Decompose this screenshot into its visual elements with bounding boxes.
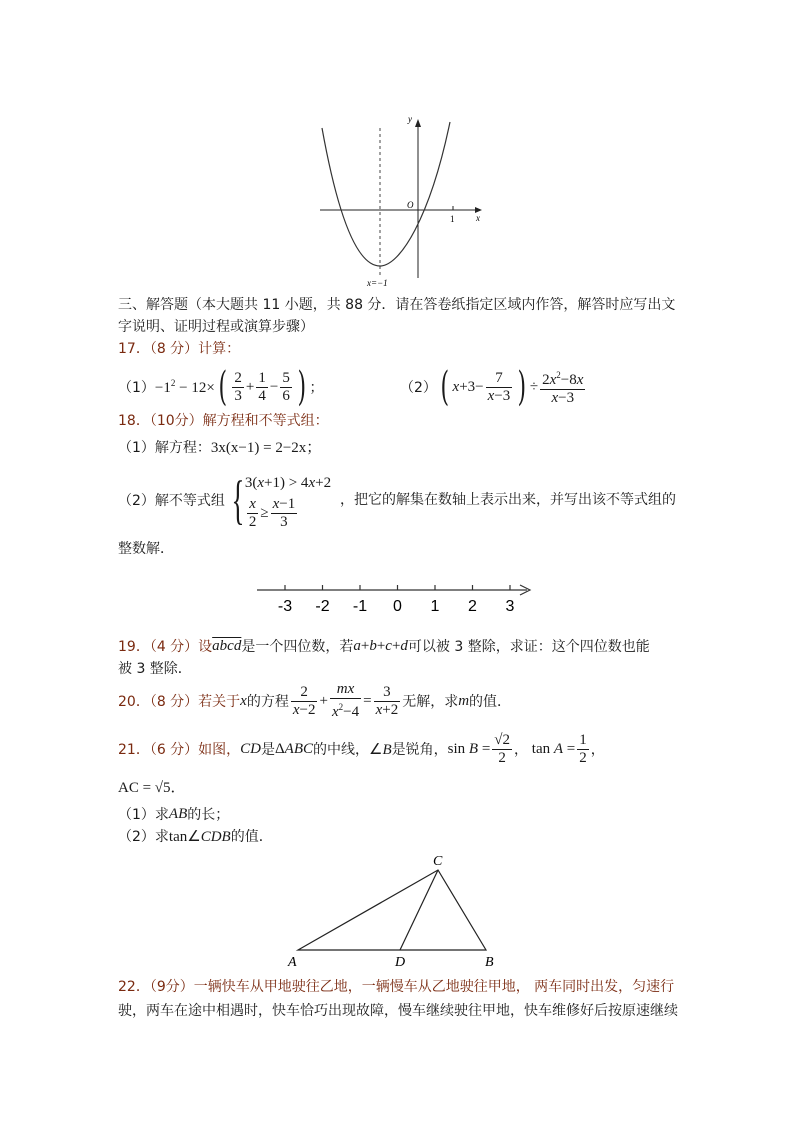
- q18-part2: （2）解不等式组 { 3( x +1) > 4 x +2 $\frac{x}{2}$ ≥ $\frac{x-1}{3}$: [118, 470, 332, 530]
- q17-head: 17．（8 分）计算：: [118, 341, 241, 357]
- q18-p2-tail2: 整数解．: [118, 541, 174, 557]
- q18-part1: [118, 436, 321, 457]
- parabola-graph: [300, 108, 500, 293]
- q18-head: 18．（10分）解方程和不等式组：: [118, 413, 329, 429]
- triangle-abc: [298, 870, 486, 950]
- q21-part2: （2）求 tan∠CDB 的值．: [118, 828, 273, 845]
- q18-p2-tail: ，把它的解集在数轴上表示出来，并写出该不等式组的: [340, 492, 676, 508]
- section-heading-line2: 字说明、证明过程或演算步骤）: [118, 319, 314, 335]
- number-line-label: 1: [430, 598, 440, 615]
- y-label: y: [408, 114, 412, 124]
- number-line-label: -1: [352, 598, 368, 615]
- q21-line1: 21．（6 分）如图， CD 是 ΔABC 的中线， ∠B 是锐角， sin B = $\frac{√2}{2}$ ， tan A = $\frac{1}{2}$ ，: [118, 731, 605, 766]
- tick-one-label: 1: [450, 214, 455, 224]
- triangle-figure: [280, 850, 510, 975]
- axis-eq-label: x=−1: [367, 278, 388, 288]
- q17-p2-label: （2）: [400, 380, 437, 396]
- number-line-label: 0: [393, 598, 402, 615]
- y-axis-arrow: [415, 119, 421, 127]
- label-b: B: [485, 955, 494, 970]
- median-cd: [400, 870, 438, 950]
- q18-p2-label: （2）解不等式组: [118, 493, 225, 509]
- q21-part1: （1）求 AB 的长；: [118, 805, 230, 823]
- q17-part2: （2） ( x +3− $\frac{7}{x-3}$ ) ÷ $\frac{2x^2-8x}{x-3}$: [400, 364, 584, 410]
- number-line-label: -3: [277, 598, 293, 615]
- q17-p1-label: （1）: [118, 380, 155, 396]
- number-line: [255, 580, 540, 620]
- q20: 20．（8 分）若关于 x 的方程 $\frac{2}{x-2}$ + $\frac{mx}{x^2-4}$ = $\frac{3}{x+2}$ 无解，求 m 的值．: [118, 681, 512, 720]
- q22-line1: 22．（9分）一辆快车从甲地驶往乙地，一辆慢车从乙地驶往甲地， 两车同时出发，匀速行: [118, 979, 675, 995]
- label-c: C: [433, 854, 443, 869]
- parabola-curve: [322, 122, 450, 266]
- q22-line2: 驶，两车在途中相遇时，快车恰巧出现故障，慢车继续驶往甲地，快车维修好后按原速继续: [118, 1003, 678, 1019]
- number-line-label: 2: [468, 598, 477, 615]
- q17-part1: （1） $-1^2 - 12\times$ ( $\frac{2}{3}$ + $\frac{1}{4}$ − $\frac{5}{6}$ ) ；: [118, 364, 324, 410]
- q19-line2: 被 3 整除．: [118, 661, 192, 677]
- four-digit-number: abcd: [212, 637, 242, 654]
- x-label: x: [476, 213, 480, 223]
- section-heading-line1: 三、解答题（本大题共 11 小题，共 88 分．请在答卷纸指定区域内作答，解答时应写出文: [118, 297, 676, 313]
- q18-p1-expr: 3x(x−1) = 2−2x；: [210, 440, 322, 456]
- origin-label: O: [407, 200, 414, 210]
- q19-line1: 19．（4 分）设 abcd 是一个四位数，若 a + b + c + d 可以被 3 整除，求证：这个四位数也能: [118, 637, 650, 655]
- number-line-label: 3: [505, 598, 515, 615]
- label-d: D: [395, 955, 406, 970]
- number-line-label: -2: [315, 598, 330, 615]
- q18-p1-label: （1）解方程：: [118, 439, 211, 456]
- q21-ac: AC = √5．: [118, 780, 186, 796]
- label-a: A: [288, 955, 297, 970]
